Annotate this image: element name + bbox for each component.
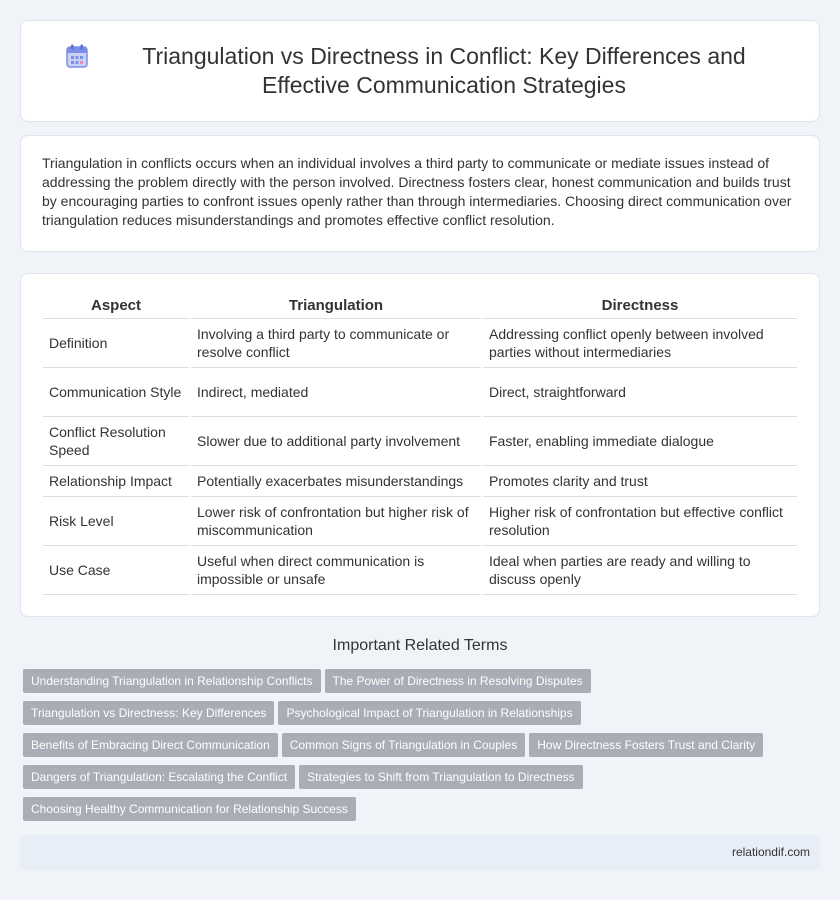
table-row [43, 368, 797, 417]
table-cell: Communication Style [43, 368, 189, 417]
table-header-cell: Directness [483, 293, 797, 319]
comparison-table-card [20, 273, 820, 617]
related-term-tag[interactable]: Dangers of Triangulation: Escalating the Conflict [23, 765, 295, 789]
table-cell: Faster, enabling immediate dialogue [483, 417, 797, 466]
related-terms-list [23, 669, 823, 829]
table-cell: Direct, straightforward [483, 368, 797, 417]
footer-site-link[interactable]: relationdif.com [731, 845, 810, 859]
table-cell: Relationship Impact [43, 466, 189, 497]
intro-paragraph: Triangulation in conflicts occurs when an individual involves a third party to communicate or mediate issues instead of addressing the problem directly with the person involved. Directness fosters clear, honest communication and builds trust by encouraging parties to confront issues openly rather than through intermediaries. Choosing direct communication over triangulation reduces misunderstandings and promotes effective conflict resolution. [42, 155, 792, 228]
table-cell: Use Case [43, 546, 189, 595]
table-cell: Ideal when parties are ready and willing to discuss openly [483, 546, 797, 595]
table-cell: Involving a third party to communicate or resolve conflict [191, 319, 481, 368]
table-header-row [43, 293, 797, 319]
related-term-tag[interactable]: Benefits of Embracing Direct Communication [23, 733, 278, 757]
related-term-tag[interactable]: Psychological Impact of Triangulation in Relationships [278, 701, 580, 725]
table-row [43, 417, 797, 466]
footer [20, 835, 820, 870]
related-term-tag[interactable]: Strategies to Shift from Triangulation to Directness [299, 765, 582, 789]
comparison-table [41, 293, 799, 595]
related-term-tag[interactable]: Choosing Healthy Communication for Relationship Success [23, 797, 356, 821]
intro-card [20, 135, 820, 252]
table-row [43, 546, 797, 595]
related-term-tag[interactable]: Understanding Triangulation in Relationship Conflicts [23, 669, 321, 693]
table-cell: Conflict Resolution Speed [43, 417, 189, 466]
related-term-tag[interactable]: The Power of Directness in Resolving Disputes [325, 669, 591, 693]
table-cell: Promotes clarity and trust [483, 466, 797, 497]
table-cell: Risk Level [43, 497, 189, 546]
table-row [43, 466, 797, 497]
title-card [20, 20, 820, 122]
table-cell: Useful when direct communication is impossible or unsafe [191, 546, 481, 595]
table-cell: Indirect, mediated [191, 368, 481, 417]
related-term-tag[interactable]: How Directness Fosters Trust and Clarity [529, 733, 763, 757]
page-title: Triangulation vs Directness in Conflict: Key Differences and Effective Communication Strategies [142, 43, 746, 98]
table-cell: Slower due to additional party involvement [191, 417, 481, 466]
table-row [43, 319, 797, 368]
table-header-cell: Aspect [43, 293, 189, 319]
table-cell: Definition [43, 319, 189, 368]
table-cell: Addressing conflict openly between involved parties without intermediaries [483, 319, 797, 368]
related-term-tag[interactable]: Common Signs of Triangulation in Couples [282, 733, 525, 757]
table-cell: Lower risk of confrontation but higher risk of miscommunication [191, 497, 481, 546]
table-header-cell: Triangulation [191, 293, 481, 319]
table-row [43, 497, 797, 546]
related-term-tag[interactable]: Triangulation vs Directness: Key Differences [23, 701, 274, 725]
calendar-icon [66, 44, 88, 68]
related-terms-title: Important Related Terms [332, 637, 508, 654]
table-cell: Potentially exacerbates misunderstandings [191, 466, 481, 497]
table-cell: Higher risk of confrontation but effective conflict resolution [483, 497, 797, 546]
